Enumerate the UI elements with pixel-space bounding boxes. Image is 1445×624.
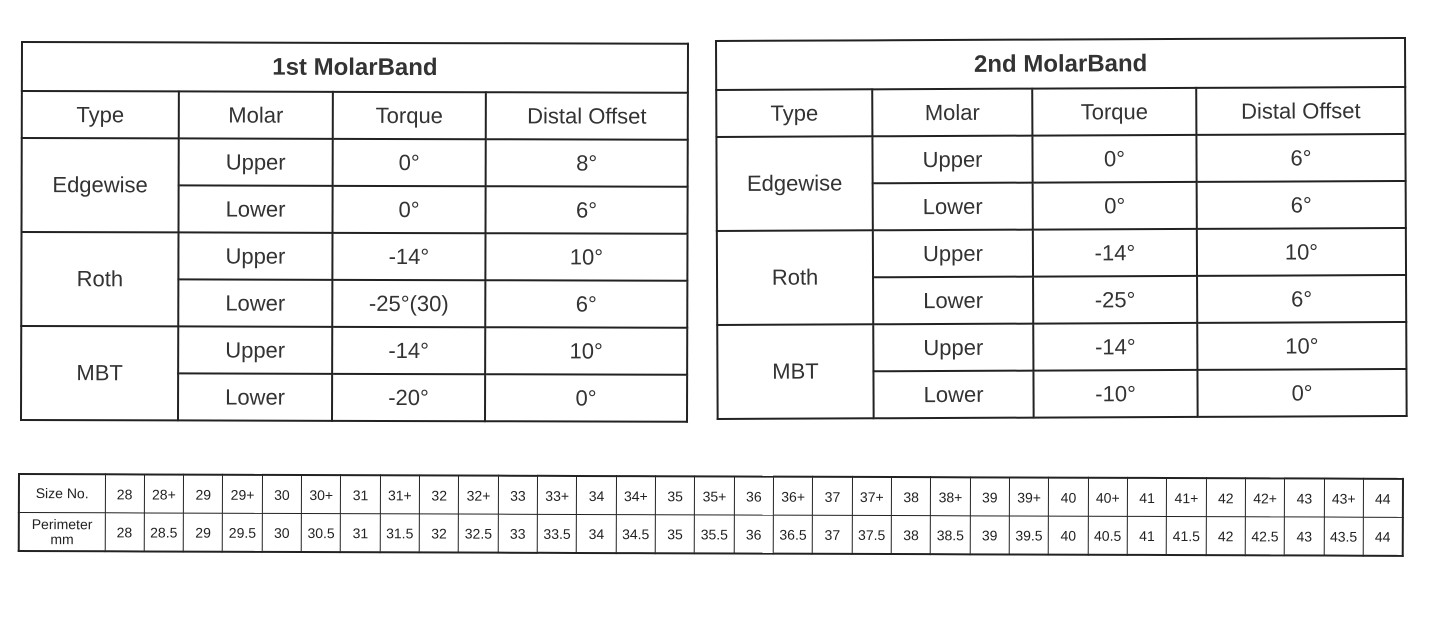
perimeter-cell: 43 bbox=[1285, 517, 1324, 556]
size-cell: 30 bbox=[262, 475, 301, 514]
perimeter-cell: 34 bbox=[577, 514, 616, 553]
size-cell: 28 bbox=[105, 474, 144, 513]
size-cell: 34+ bbox=[616, 476, 655, 515]
column-header: Molar bbox=[179, 91, 333, 138]
column-header: Distal Offset bbox=[1196, 87, 1405, 135]
size-cell: 29 bbox=[184, 475, 223, 514]
size-cell: 35 bbox=[655, 476, 694, 515]
size-cell: 35+ bbox=[695, 476, 734, 515]
size-cell: 33+ bbox=[537, 476, 576, 515]
column-header: Torque bbox=[1032, 88, 1196, 136]
size-cell: 41 bbox=[1127, 478, 1166, 517]
distal-offset-cell: 6° bbox=[485, 280, 687, 328]
column-header: Torque bbox=[333, 92, 486, 139]
column-header: Molar bbox=[872, 89, 1032, 137]
perimeter-cell: 34.5 bbox=[616, 515, 655, 554]
molar-cell: Upper bbox=[873, 324, 1033, 372]
size-number-label: Size No. bbox=[19, 474, 105, 513]
torque-cell: -14° bbox=[1033, 323, 1197, 371]
size-cell: 37 bbox=[813, 477, 852, 516]
perimeter-cell: 39 bbox=[970, 516, 1009, 555]
size-number-row bbox=[19, 474, 1403, 517]
type-cell: Roth bbox=[21, 232, 178, 326]
column-header: Type bbox=[716, 89, 872, 137]
torque-cell: -25°(30) bbox=[332, 280, 485, 327]
perimeter-cell: 30 bbox=[262, 513, 301, 552]
table-title: 1st MolarBand bbox=[22, 42, 688, 93]
table-row bbox=[21, 326, 687, 375]
torque-cell: -20° bbox=[332, 374, 485, 421]
perimeter-cell: 42.5 bbox=[1245, 517, 1284, 556]
distal-offset-cell: 10° bbox=[485, 233, 687, 281]
column-header: Type bbox=[22, 91, 179, 138]
size-cell: 39 bbox=[970, 477, 1009, 516]
torque-cell: -14° bbox=[332, 233, 485, 280]
size-cell: 44 bbox=[1363, 479, 1402, 518]
perimeter-cell: 41.5 bbox=[1167, 517, 1206, 556]
size-cell: 40 bbox=[1049, 478, 1088, 517]
table-row bbox=[717, 322, 1406, 372]
distal-offset-cell: 10° bbox=[1197, 228, 1406, 276]
size-perimeter-table bbox=[18, 473, 1404, 557]
molar-cell: Upper bbox=[179, 138, 333, 185]
torque-cell: -14° bbox=[1033, 229, 1197, 277]
type-cell: Edgewise bbox=[716, 136, 872, 231]
perimeter-cell: 40 bbox=[1049, 516, 1088, 555]
size-cell: 43+ bbox=[1324, 479, 1363, 518]
molar-cell: Lower bbox=[873, 371, 1033, 419]
size-cell: 39+ bbox=[1009, 477, 1048, 516]
perimeter-cell: 31 bbox=[341, 514, 380, 553]
table-title-row bbox=[22, 42, 688, 93]
type-cell: Edgewise bbox=[21, 138, 178, 232]
torque-cell: 0° bbox=[1032, 135, 1196, 183]
torque-cell: -10° bbox=[1033, 370, 1197, 418]
molar-cell: Lower bbox=[178, 373, 332, 420]
molar-cell: Upper bbox=[873, 230, 1033, 278]
table-row bbox=[21, 232, 687, 281]
torque-cell: -14° bbox=[332, 327, 485, 374]
distal-offset-cell: 6° bbox=[1197, 181, 1406, 229]
perimeter-cell: 29.5 bbox=[223, 513, 262, 552]
perimeter-cell: 42 bbox=[1206, 517, 1245, 556]
type-cell: Roth bbox=[717, 230, 873, 325]
table-title: 2nd MolarBand bbox=[716, 38, 1405, 90]
distal-offset-cell: 10° bbox=[1197, 322, 1406, 370]
perimeter-cell: 37 bbox=[813, 515, 852, 554]
size-cell: 30+ bbox=[302, 475, 341, 514]
molar-cell: Upper bbox=[178, 326, 332, 373]
size-cell: 37+ bbox=[852, 477, 891, 516]
perimeter-cell: 30.5 bbox=[301, 513, 340, 552]
size-cell: 40+ bbox=[1088, 478, 1127, 517]
size-cell: 43 bbox=[1285, 478, 1324, 517]
torque-cell: 0° bbox=[333, 139, 486, 186]
table-row bbox=[717, 228, 1406, 278]
column-header: Distal Offset bbox=[486, 92, 688, 140]
perimeter-cell: 38.5 bbox=[931, 516, 970, 555]
torque-cell: -25° bbox=[1033, 276, 1197, 324]
distal-offset-cell: 10° bbox=[485, 327, 687, 375]
distal-offset-cell: 0° bbox=[1197, 369, 1406, 417]
perimeter-label-unit: mm bbox=[50, 530, 74, 547]
size-cell: 31+ bbox=[380, 475, 419, 514]
perimeter-cell: 31.5 bbox=[380, 514, 419, 553]
header-row bbox=[716, 87, 1405, 137]
size-cell: 42+ bbox=[1245, 478, 1284, 517]
size-cell: 31 bbox=[341, 475, 380, 514]
second-molar-band-table bbox=[715, 37, 1408, 420]
type-cell: MBT bbox=[717, 324, 873, 419]
perimeter-cell: 28 bbox=[105, 513, 144, 552]
molar-cell: Lower bbox=[873, 277, 1033, 325]
size-cell: 38+ bbox=[931, 477, 970, 516]
perimeter-cell: 39.5 bbox=[1009, 516, 1048, 555]
size-cell: 32 bbox=[419, 475, 458, 514]
band-table-body bbox=[21, 42, 688, 422]
perimeter-cell: 37.5 bbox=[852, 515, 891, 554]
molar-cell: Upper bbox=[178, 232, 332, 279]
size-cell: 32+ bbox=[459, 476, 498, 515]
perimeter-cell: 44 bbox=[1363, 517, 1402, 556]
distal-offset-cell: 0° bbox=[485, 374, 687, 422]
size-cell: 34 bbox=[577, 476, 616, 515]
perimeter-cell: 33.5 bbox=[537, 514, 576, 553]
type-cell: MBT bbox=[21, 326, 178, 420]
size-cell: 33 bbox=[498, 476, 537, 515]
perimeter-cell: 35.5 bbox=[695, 515, 734, 554]
molar-cell: Lower bbox=[178, 279, 332, 326]
band-table-body bbox=[716, 38, 1407, 419]
perimeter-cell: 35 bbox=[655, 515, 694, 554]
torque-cell: 0° bbox=[1033, 182, 1197, 230]
molar-cell: Lower bbox=[178, 185, 332, 232]
perimeter-cell: 40.5 bbox=[1088, 516, 1127, 555]
perimeter-cell: 28.5 bbox=[144, 513, 183, 552]
perimeter-cell: 36.5 bbox=[773, 515, 812, 554]
size-cell: 42 bbox=[1206, 478, 1245, 517]
perimeter-cell: 32.5 bbox=[459, 514, 498, 553]
size-cell: 28+ bbox=[144, 474, 183, 513]
perimeter-cell: 32 bbox=[419, 514, 458, 553]
perimeter-cell: 38 bbox=[891, 516, 930, 555]
distal-offset-cell: 6° bbox=[485, 186, 687, 234]
distal-offset-cell: 6° bbox=[1196, 134, 1405, 182]
distal-offset-cell: 8° bbox=[486, 139, 688, 187]
molar-cell: Lower bbox=[873, 183, 1033, 231]
size-cell: 38 bbox=[891, 477, 930, 516]
distal-offset-cell: 6° bbox=[1197, 275, 1406, 323]
table-row bbox=[22, 138, 688, 187]
perimeter-cell: 43.5 bbox=[1324, 517, 1363, 556]
perimeter-label bbox=[19, 513, 105, 552]
perimeter-row bbox=[19, 513, 1403, 556]
size-cell: 36 bbox=[734, 477, 773, 516]
perimeter-cell: 29 bbox=[183, 513, 222, 552]
perimeter-label-line1: Perimeter bbox=[31, 515, 93, 532]
first-molar-band-table bbox=[20, 41, 689, 423]
molar-cell: Upper bbox=[872, 136, 1032, 184]
size-cell: 41+ bbox=[1167, 478, 1206, 517]
size-cell: 36+ bbox=[773, 477, 812, 516]
perimeter-cell: 36 bbox=[734, 515, 773, 554]
table-title-row bbox=[716, 38, 1405, 90]
table-row bbox=[716, 134, 1405, 184]
size-cell: 29+ bbox=[223, 475, 262, 514]
perimeter-cell: 41 bbox=[1127, 516, 1166, 555]
perimeter-cell: 33 bbox=[498, 514, 537, 553]
torque-cell: 0° bbox=[332, 186, 485, 233]
header-row bbox=[22, 91, 688, 140]
